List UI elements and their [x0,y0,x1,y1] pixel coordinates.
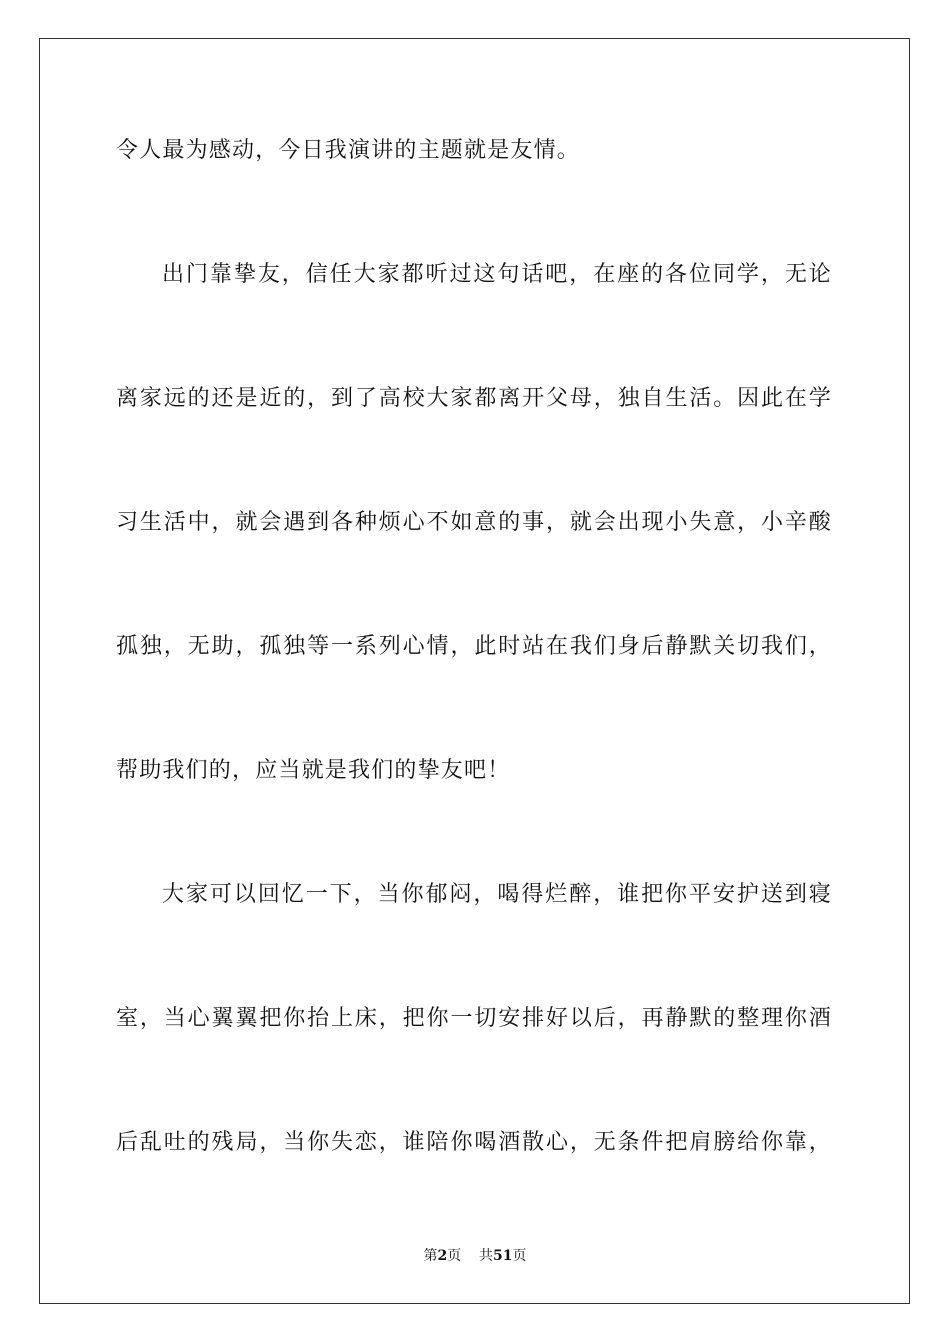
body-line-8: 室，当心翼翼把你抬上床，把你一切安排好以后，再静默的整理你酒 [116,1006,832,1031]
body-line-5: 孤独，无助，孤独等一系列心情，此时站在我们身后静默关切我们， [116,634,832,659]
footer-total-suffix: 页 [512,1248,527,1264]
footer-page-suffix: 页 [447,1248,462,1264]
body-line-6: 帮助我们的，应当就是我们的挚友吧！ [116,758,511,783]
body-line-7: 大家可以回忆一下，当你郁闷，喝得烂醉，谁把你平安护送到寝 [162,882,832,907]
footer-total-pages: 51 [493,1248,513,1264]
page-frame [39,38,910,1304]
footer-total-prefix: 共 [479,1248,494,1264]
footer-page-number: 2 [437,1248,448,1264]
body-line-1: 令人最为感动，今日我演讲的主题就是友情。 [116,138,581,163]
body-line-9: 后乱吐的残局，当你失恋，谁陪你喝酒散心，无条件把肩膀给你靠， [116,1130,832,1155]
body-line-3: 离家远的还是近的，到了高校大家都离开父母，独自生活。因此在学 [116,386,832,411]
page-footer [0,1246,950,1266]
body-line-2: 出门靠挚友，信任大家都听过这句话吧，在座的各位同学，无论 [162,262,832,287]
body-line-4: 习生活中，就会遇到各种烦心不如意的事，就会出现小失意，小辛酸 [116,510,832,535]
footer-page-prefix: 第 [423,1248,438,1264]
